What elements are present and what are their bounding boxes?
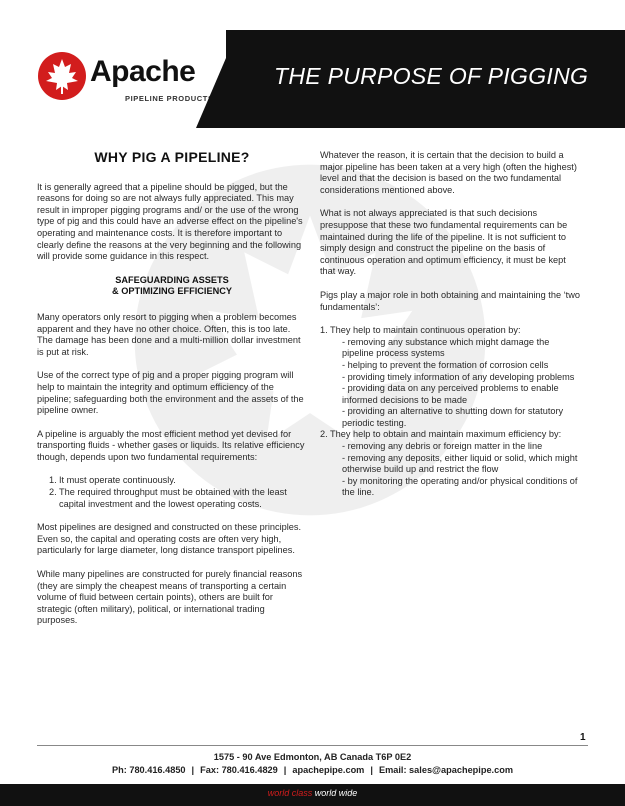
paragraph: Use of the correct type of pig and a proper pigging program will help to maintain the integrity and optimum efficiency of the pipeline; safeguarding both the environment and the assets of the pipeline owner. [37, 370, 304, 416]
paragraph: Pigs play a major role in both obtaining and maintaining the ‘two fundamentals’: [320, 289, 580, 312]
right-column [320, 150, 582, 509]
list-item [320, 429, 582, 441]
footer-divider [37, 745, 588, 746]
tagline-white: world wide [314, 788, 358, 798]
left-column [37, 150, 307, 639]
list-number: 2. [320, 429, 328, 440]
list-number: 1. [49, 475, 57, 486]
sub-list-item: - by monitoring the operating and/or physical conditions of the line. [342, 475, 578, 498]
tagline [0, 788, 625, 798]
sub-heading-line1: SAFEGUARDING ASSETS [115, 274, 229, 285]
paragraph: Most pipelines are designed and constructed on these principles. Even so, the capital and operating costs are often very high, particularly for large diameter, long distance transport pipelines. [37, 522, 302, 556]
fax-number: Fax: 780.416.4829 [200, 765, 278, 775]
sub-list-item: - providing timely information of any developing problems [342, 371, 575, 382]
sub-list-item: - providing data on any perceived problems to enable informed decisions to be made [342, 383, 559, 405]
page-title: THE PURPOSE OF PIGGING [274, 63, 589, 89]
paragraph: Whatever the reason, it is certain that the decision to build a major pipeline has been taken at a very high (often the highest) level and that the decision is based on the two fundamental considerations mentioned above. [320, 150, 577, 195]
brand-name: Apache [90, 55, 196, 88]
intro-paragraph: It is generally agreed that a pipeline should be pigged, but the reasons for doing so are not always fully appreciated. This may result in improper pigging programs and/ or the use of the wrong type of pig and this could have an adverse effect on the pipeline's operating and maintenance costs. It is therefore important to clearly define the reasons at the very beginning and the following will provide some guidance in this respect. [37, 181, 303, 262]
requirements-list [49, 475, 307, 510]
section-heading: WHY PIG A PIPELINE? [94, 149, 250, 165]
phone-number: Ph: 780.416.4850 [111, 765, 186, 775]
paragraph: While many pipelines are constructed for purely financial reasons (they are simply the cheapest means of transporting a certain volume of fluid between certain points), others are built for strategic (often military), political, or international trading purposes. [37, 569, 303, 626]
sub-list-item: - removing any substance which might damage the pipeline process systems [342, 336, 550, 359]
maple-leaf-logo-icon [36, 50, 88, 102]
sub-list-item: - helping to prevent the formation of corrosion cells [342, 359, 549, 370]
list-text: The required throughput must be obtained with the least capital investment and the lowest operating costs. [59, 487, 287, 509]
list-number: 2. [49, 487, 57, 498]
list-number: 1. [320, 325, 328, 336]
paragraph: Many operators only resort to pigging when a problem becomes apparent and they have no other choice. Often, this is too late. The damage has been done and a multi-million dollar investment is put at risk. [37, 311, 301, 357]
email-link[interactable]: Email: sales@apachepipe.com [378, 765, 514, 775]
paragraph: A pipeline is arguably the most efficient method yet devised for transporting fluids - whether gases or liquids. Its relative efficiency though, depends upon two fundamental requirements: [37, 428, 305, 462]
fundamentals-list [320, 325, 582, 499]
list-item [49, 487, 307, 510]
footer-address: 1575 - 90 Ave Edmonton, AB Canada T6P 0E2 [213, 752, 412, 762]
sub-heading-line2: & OPTIMIZING EFFICIENCY [112, 286, 232, 297]
list-text: They help to maintain continuous operation by: [330, 325, 521, 336]
list-text: They help to obtain and maintain maximum efficiency by: [330, 429, 562, 440]
sub-heading [37, 275, 307, 298]
page-number: 1 [580, 732, 586, 743]
separator: | [370, 765, 373, 775]
separator: | [191, 765, 195, 775]
list-item [320, 325, 582, 337]
paragraph: What is not always appreciated is that such decisions presuppose that these two fundamental requirements can be maintained during the life of the pipeline. It is not sufficient to simply design and construct the pipeline on the basis of continuous operation and optimum efficiency, it must be kept that way. [320, 208, 568, 277]
tagline-red: world class [267, 788, 313, 798]
sub-list-item: - providing an alternative to shutting down for statutory periodic testing. [342, 406, 564, 428]
website-link[interactable]: apachepipe.com [292, 765, 365, 775]
brand-subtitle: PIPELINE PRODUCTS [125, 94, 214, 103]
sub-list-item: - removing any debris or foreign matter in the line [342, 441, 543, 452]
separator: | [283, 765, 287, 775]
sub-list-item: - removing any deposits, either liquid or solid, which might otherwise build up and restrict the flow [342, 452, 578, 475]
list-text: It must operate continuously. [59, 475, 176, 486]
list-item [49, 475, 307, 487]
footer-contact [0, 765, 625, 775]
